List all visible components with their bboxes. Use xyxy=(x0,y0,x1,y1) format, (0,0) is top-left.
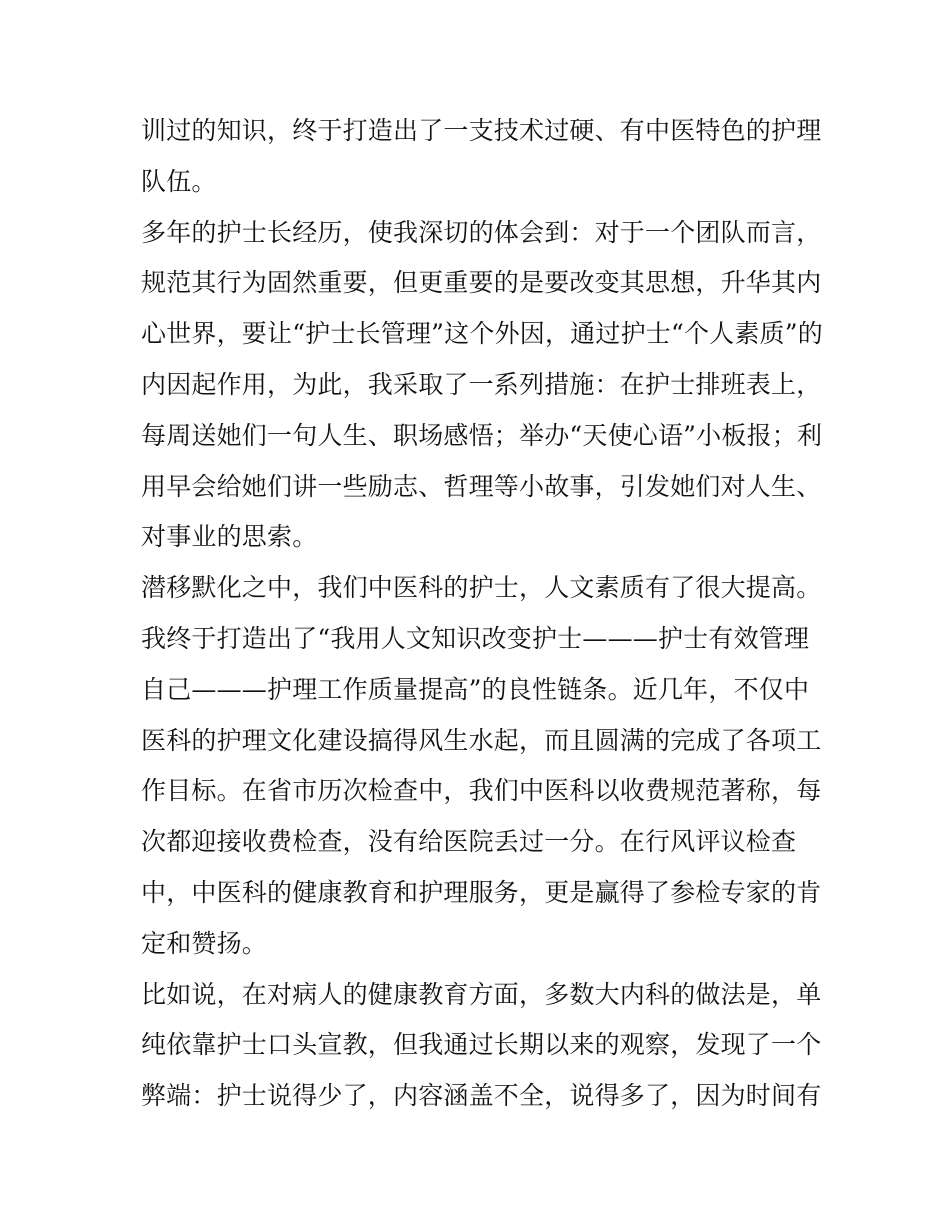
text-line: 医科的护理文化建设搞得风生水起，而且圆满的完成了各项工 xyxy=(141,725,822,755)
document-body xyxy=(141,106,821,1122)
text-line: 每周送她们一句人生、职场感悟；举办“天使心语”小板报；利 xyxy=(141,420,823,450)
text-line: 比如说，在对病人的健康教育方面，多数大内科的做法是，单 xyxy=(141,979,822,1009)
text-line: 规范其行为固然重要，但更重要的是要改变其思想，升华其内 xyxy=(141,268,822,298)
text-line: 心世界，要让“护士长管理”这个外因，通过护士“个人素质”的 xyxy=(141,319,823,349)
text-line: 纯依靠护士口头宣教，但我通过长期以来的观察，发现了一个 xyxy=(141,1030,822,1060)
text-line: 对事业的思索。 xyxy=(141,522,318,552)
text-line: 多年的护士长经历，使我深切的体会到：对于一个团队而言， xyxy=(141,217,822,247)
text-line: 弊端：护士说得少了，内容涵盖不全，说得多了，因为时间有 xyxy=(141,1081,822,1111)
text-line: 定和赞扬。 xyxy=(141,928,268,958)
text-line: 中，中医科的健康教育和护理服务，更是赢得了参检专家的肯 xyxy=(141,877,822,907)
text-line: 次都迎接收费检查，没有给医院丢过一分。在行风评议检查 xyxy=(141,827,797,857)
text-line: 自己———护理工作质量提高”的良性链条。近几年，不仅中 xyxy=(141,674,810,704)
text-line: 队伍。 xyxy=(141,166,217,196)
text-line: 用早会给她们讲一些励志、哲理等小故事，引发她们对人生、 xyxy=(141,471,822,501)
text-line: 训过的知识，终于打造出了一支技术过硬、有中医特色的护理 xyxy=(141,116,822,145)
text-line: 潜移默化之中，我们中医科的护士，人文素质有了很大提高。 xyxy=(141,573,822,603)
text-line: 内因起作用，为此，我采取了一系列措施：在护士排班表上， xyxy=(141,369,822,399)
text-line: 我终于打造出了“我用人文知识改变护士———护士有效管理 xyxy=(141,623,810,653)
text-line: 作目标。在省市历次检查中，我们中医科以收费规范著称，每 xyxy=(141,776,822,806)
